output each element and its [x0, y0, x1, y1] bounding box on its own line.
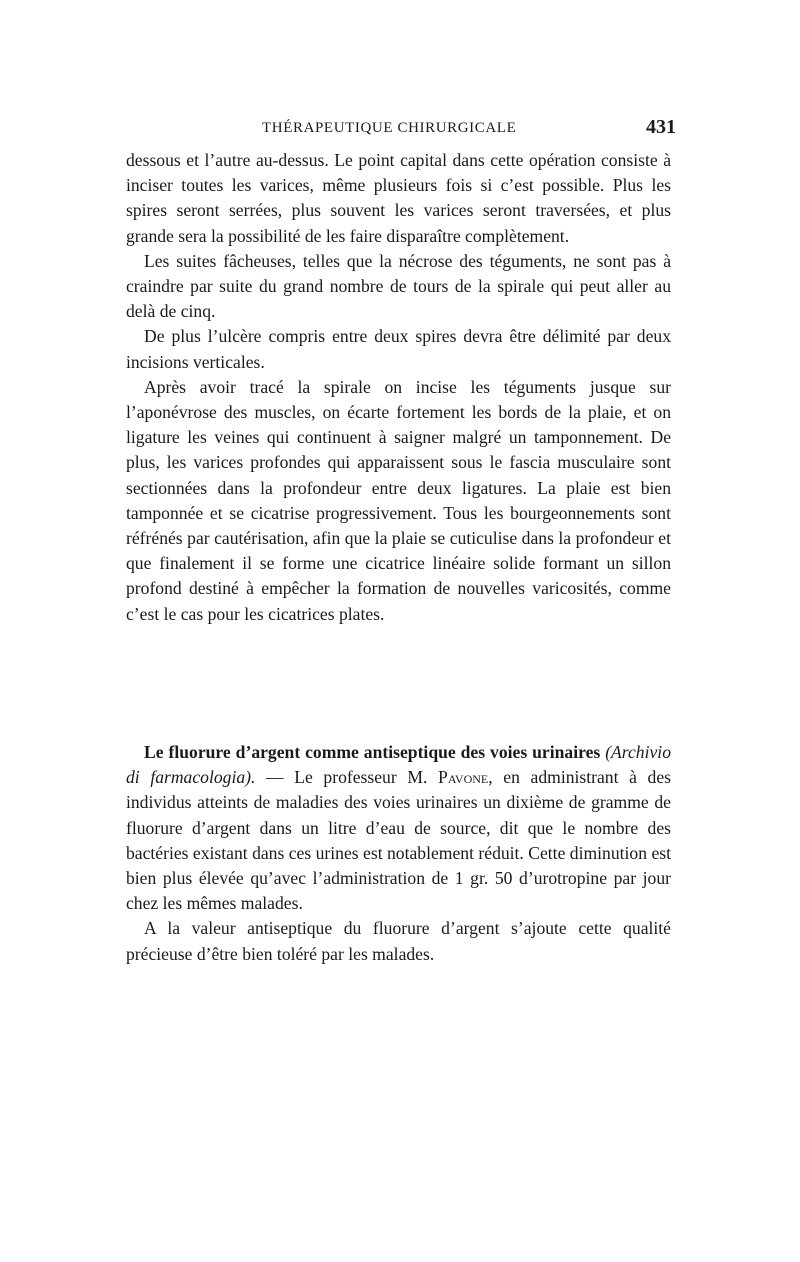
article-author: Pavone	[438, 767, 489, 788]
article-text: , en administrant à des individus atteints de maladies des voies urinaires un dixième de gramme de fluorure d’argent dans un litre d’eau de source, dit que le nombre des bactéries existant dans ces urines est notablement réduit. Cette diminution est bien plus élevée qu’avec l’administration de 1 gr. 50 d’urotropine par jour chez les mêmes malades.	[126, 767, 672, 914]
running-head	[120, 116, 676, 140]
article-source: (Archivio di farmacologia).	[126, 742, 671, 788]
article-fluorure	[126, 740, 671, 967]
running-title: THÉRAPEUTIQUE CHIRURGICALE	[262, 120, 517, 136]
article-paragraph-2: A la valeur antiseptique du fluorure d’argent s’ajoute cette qualité précieuse d’être bien toléré par les malades.	[126, 918, 671, 964]
body-text	[126, 148, 671, 627]
page-number: 431	[646, 116, 676, 138]
article-dash: — Le professeur M.	[255, 767, 439, 788]
paragraph-suites: Les suites fâcheuses, telles que la nécrose des téguments, ne sont pas à craindre par suite du grand nombre de tours de la spirale qui peut aller au delà de cinq.	[126, 250, 671, 322]
article-paragraph-1	[126, 740, 671, 916]
paragraph-continuation: dessous et l’autre au-dessus. Le point capital dans cette opération consiste à inciser toutes les varices, même plusieurs fois si c’est possible. Plus les spires seront serrées, plus souvent les varices seront traversées, et plus grande sera la possibilité de les faire disparaître complètement.	[126, 150, 671, 246]
paragraph-ulcere: De plus l’ulcère compris entre deux spires devra être délimité par deux incisions verticales.	[126, 326, 671, 372]
article-title: Le fluorure d’argent comme antiseptique des voies urinaires	[144, 742, 601, 762]
paragraph-spirale: Après avoir tracé la spirale on incise les téguments jusque sur l’aponévrose des muscles, on écarte fortement les bords de la plaie, et on ligature les veines qui continuent à saigner malgré un tamponnement. De plus, les varices profondes qui apparaissent sous le fascia musculaire sont sectionnées dans la profondeur entre deux ligatures. La plaie est bien tamponnée et se cicatrise progressivement. Tous les bourgeonnements sont réfrénés par cautérisation, afin que la plaie se cuticulise dans la profondeur et que finalement il se forme une cicatrice linéaire solide formant un sillon profond destiné à empêcher la formation de nouvelles varicosités, comme c’est le cas pour les cicatrices plates.	[126, 376, 671, 624]
